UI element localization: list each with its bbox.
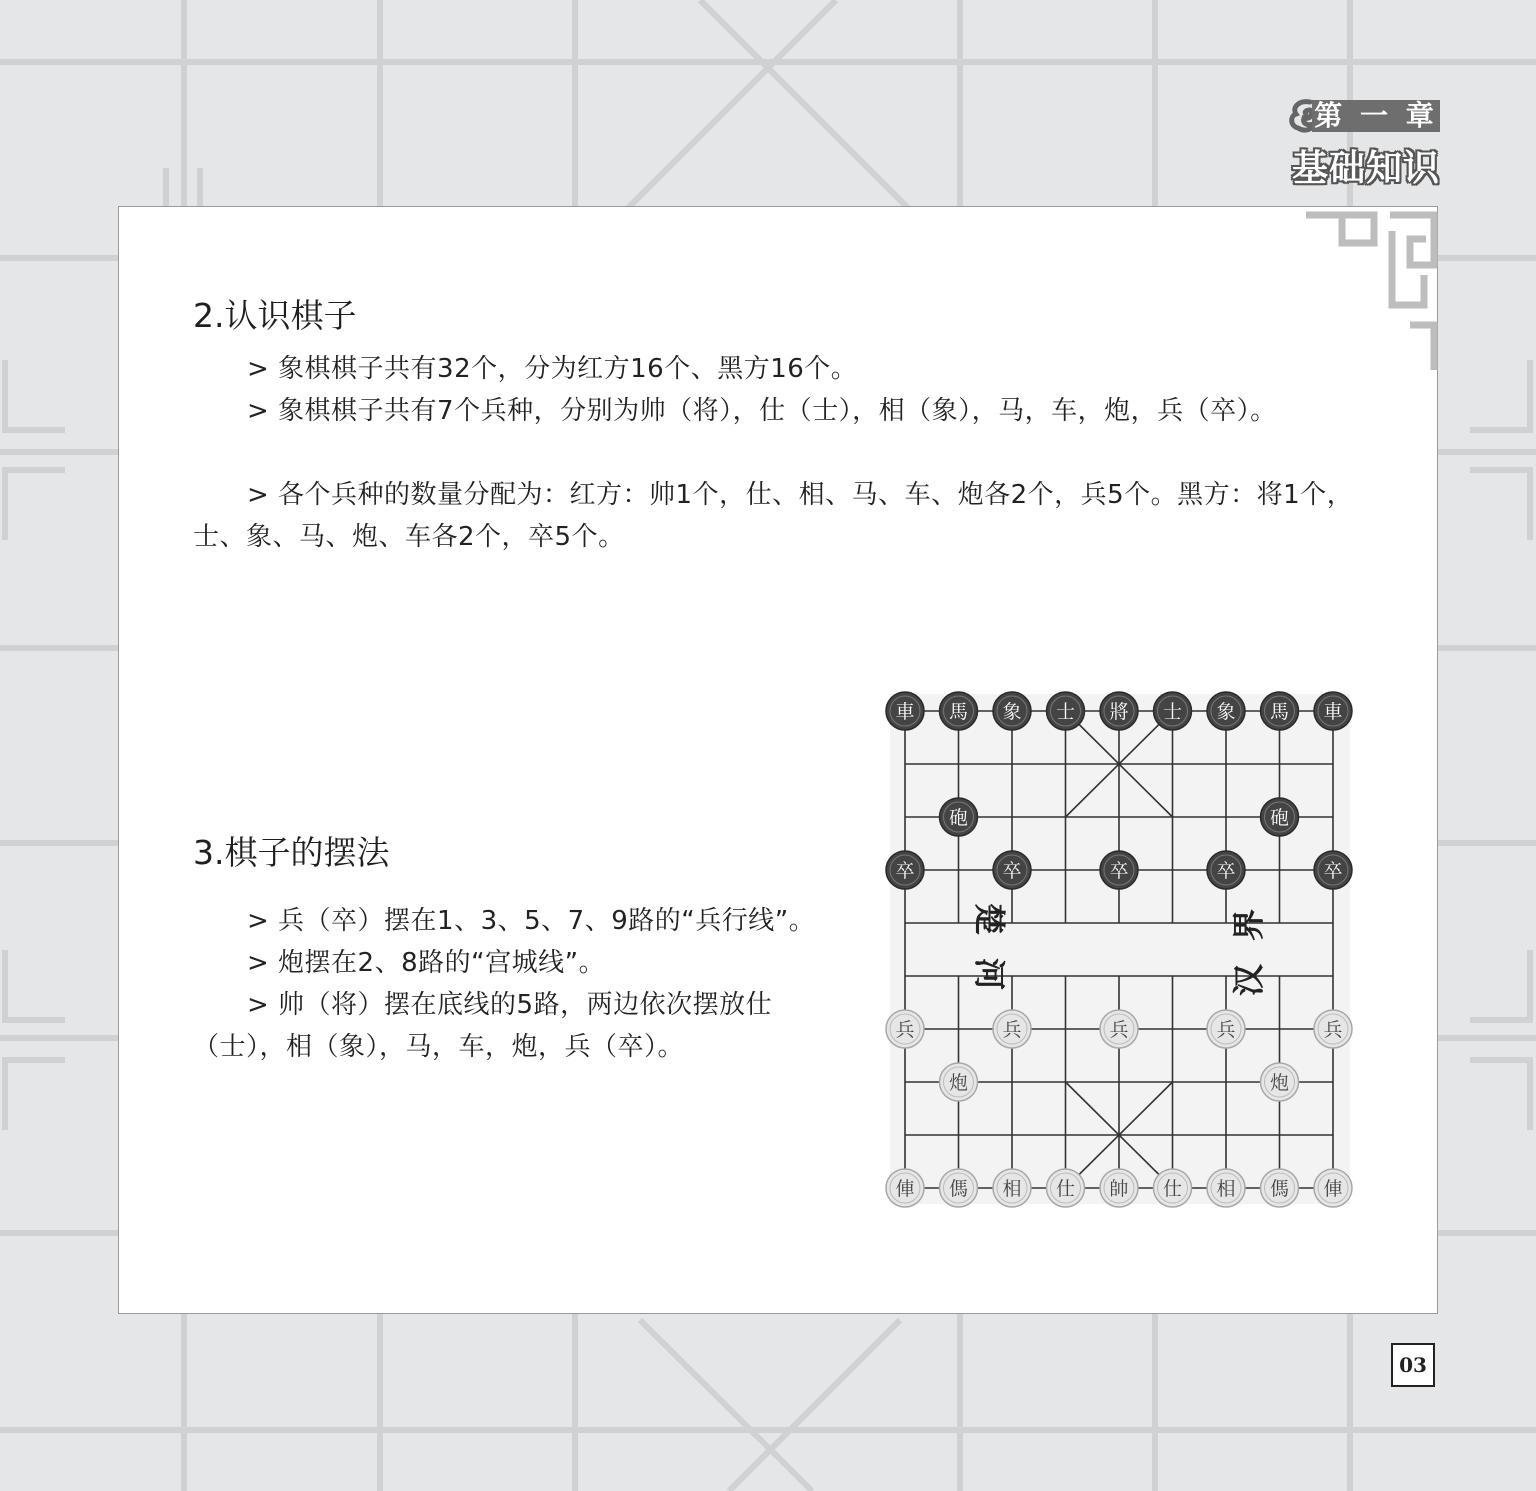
piece-label: 馬 xyxy=(1269,701,1290,723)
piece-label: 砲 xyxy=(1269,807,1290,829)
red-piece[interactable] xyxy=(1207,1010,1245,1048)
paragraph-piece-types: > 象棋棋子共有7个兵种，分别为帅（将），仕（士），相（象），马，车，炮，兵（卒）。 xyxy=(247,396,1277,426)
piece-label: 象 xyxy=(1216,701,1236,723)
piece-label: 卒 xyxy=(1109,860,1129,882)
piece-label: 相 xyxy=(1216,1178,1236,1200)
black-piece[interactable] xyxy=(1100,851,1138,889)
piece-label: 士 xyxy=(1055,701,1076,723)
xiangqi-board xyxy=(884,690,1360,1210)
piece-label: 仕 xyxy=(1162,1178,1183,1200)
piece-label: 將 xyxy=(1109,701,1129,723)
section-title-setup: 3.棋子的摆法 xyxy=(193,833,390,872)
black-piece[interactable] xyxy=(886,851,924,889)
red-piece[interactable] xyxy=(993,1169,1031,1207)
paragraph-general-placement: > 帅（将）摆在底线的5路，两边依次摆放仕（士），相（象），马，车，炮，兵（卒）。 xyxy=(193,990,773,1062)
red-piece[interactable] xyxy=(1261,1169,1299,1207)
red-piece[interactable] xyxy=(940,1063,978,1101)
black-piece[interactable] xyxy=(993,692,1031,730)
black-piece[interactable] xyxy=(940,798,978,836)
piece-label: 兵 xyxy=(1216,1019,1236,1041)
piece-label: 兵 xyxy=(1109,1019,1129,1041)
red-piece[interactable] xyxy=(1047,1169,1085,1207)
red-piece[interactable] xyxy=(1314,1010,1352,1048)
piece-label: 士 xyxy=(1162,701,1183,723)
black-piece[interactable] xyxy=(1314,692,1352,730)
piece-label: 兵 xyxy=(895,1019,915,1041)
piece-label: 炮 xyxy=(948,1072,969,1094)
black-piece[interactable] xyxy=(1207,851,1245,889)
red-piece[interactable] xyxy=(1207,1169,1245,1207)
black-piece[interactable] xyxy=(993,851,1031,889)
section-title-pieces: 2.认识棋子 xyxy=(193,296,357,335)
black-piece[interactable] xyxy=(1261,692,1299,730)
red-piece[interactable] xyxy=(993,1010,1031,1048)
red-piece[interactable] xyxy=(1154,1169,1192,1207)
black-piece[interactable] xyxy=(1207,692,1245,730)
piece-label: 仕 xyxy=(1055,1178,1076,1200)
paragraph-piece-distribution: > 各个兵种的数量分配为：红方：帅1个，仕、相、马、车、炮各2个，兵5个。黑方：将1个，士、象、马、炮、车各2个，卒5个。 xyxy=(193,480,1354,552)
piece-label: 卒 xyxy=(1216,860,1236,882)
black-piece[interactable] xyxy=(886,692,924,730)
piece-label: 馬 xyxy=(948,701,969,723)
paragraph-piece-count: > 象棋棋子共有32个，分为红方16个、黑方16个。 xyxy=(247,354,858,384)
piece-label: 卒 xyxy=(1002,860,1022,882)
piece-label: 炮 xyxy=(1269,1072,1290,1094)
piece-label: 俥 xyxy=(895,1178,915,1200)
piece-label: 車 xyxy=(1323,701,1343,723)
piece-label: 兵 xyxy=(1323,1019,1343,1041)
piece-label: 砲 xyxy=(948,807,969,829)
piece-label: 卒 xyxy=(895,860,915,882)
red-piece[interactable] xyxy=(1314,1169,1352,1207)
piece-label: 卒 xyxy=(1323,860,1343,882)
piece-label: 車 xyxy=(895,701,915,723)
chapter-label: 第 一 章 xyxy=(1312,100,1440,132)
black-piece[interactable] xyxy=(1154,692,1192,730)
paragraph-cannon-placement: > 炮摆在2、8路的“宫城线”。 xyxy=(247,948,606,978)
black-piece[interactable] xyxy=(1314,851,1352,889)
piece-label: 傌 xyxy=(948,1178,969,1200)
river-label-han: 汉 界 xyxy=(1229,902,1268,997)
piece-label: 傌 xyxy=(1269,1178,1290,1200)
red-piece[interactable] xyxy=(886,1169,924,1207)
red-piece[interactable] xyxy=(886,1010,924,1048)
piece-label: 兵 xyxy=(1002,1019,1022,1041)
red-piece[interactable] xyxy=(1100,1010,1138,1048)
piece-label: 帥 xyxy=(1109,1178,1129,1200)
piece-label: 相 xyxy=(1002,1178,1022,1200)
black-piece[interactable] xyxy=(1100,692,1138,730)
chapter-header xyxy=(1270,96,1440,189)
black-piece[interactable] xyxy=(1261,798,1299,836)
black-piece[interactable] xyxy=(940,692,978,730)
red-piece[interactable] xyxy=(940,1169,978,1207)
river-label-chu: 楚 河 xyxy=(970,902,1009,997)
red-piece[interactable] xyxy=(1261,1063,1299,1101)
paragraph-soldier-placement: > 兵（卒）摆在1、3、5、7、9路的“兵行线”。 xyxy=(247,906,816,936)
chapter-subtitle: 基础知识 xyxy=(1291,148,1440,189)
red-piece[interactable] xyxy=(1100,1169,1138,1207)
black-piece[interactable] xyxy=(1047,692,1085,730)
page-number: 03 xyxy=(1391,1343,1435,1387)
piece-label: 象 xyxy=(1002,701,1022,723)
piece-label: 俥 xyxy=(1323,1178,1343,1200)
